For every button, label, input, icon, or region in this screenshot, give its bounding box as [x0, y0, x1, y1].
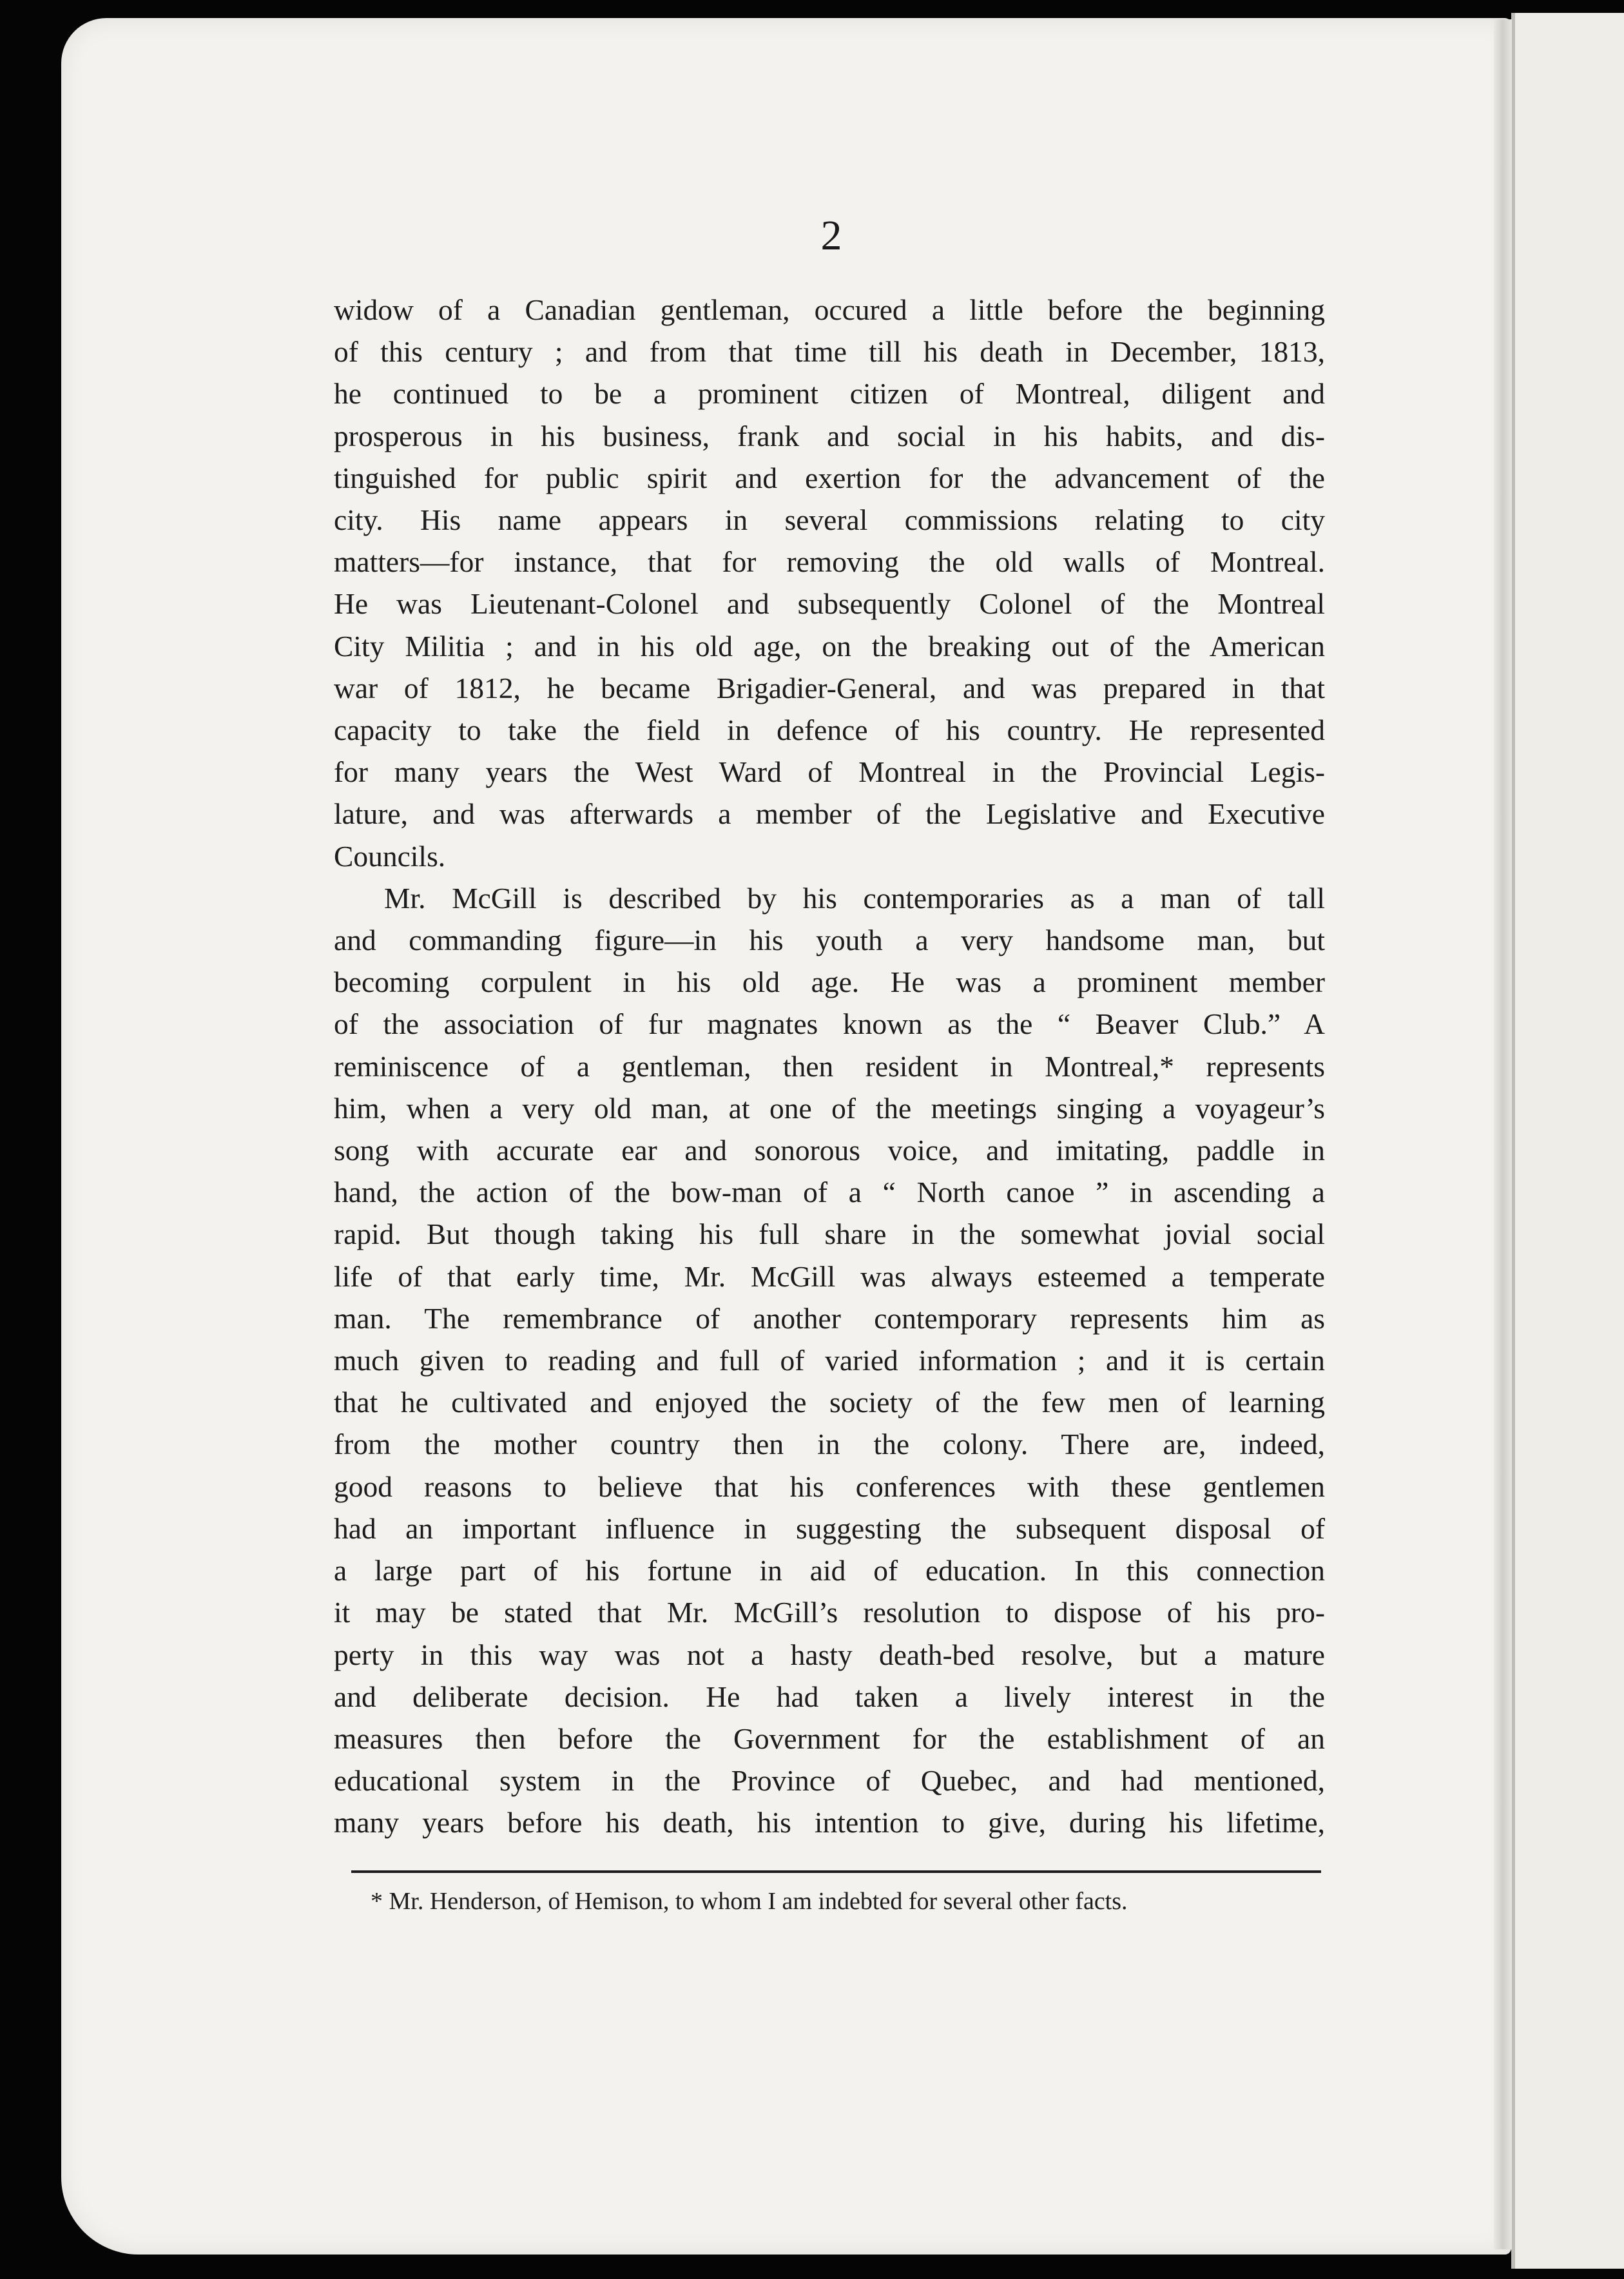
- text-line: war of 1812, he became Brigadier-General, and was prepared in that: [334, 671, 1325, 704]
- text-line: becoming corpulent in his old age. He was a prominent member: [334, 965, 1325, 999]
- text-line: and commanding figure—in his youth a very handsome man, but: [334, 924, 1325, 957]
- text-line: lature, and was afterwards a member of the Legislative and Executive: [334, 797, 1325, 831]
- facing-page-edge: [1511, 13, 1624, 2269]
- text-line: had an important influence in suggesting the subsequent disposal of: [334, 1511, 1325, 1545]
- text-line: many years before his death, his intention to give, during his lifetime,: [334, 1806, 1325, 1839]
- text-line: that he cultivated and enjoyed the society of the few men of learning: [334, 1386, 1325, 1419]
- text-line: tinguished for public spirit and exertion for the advancement of the: [334, 461, 1325, 494]
- text-line: from the mother country then in the colony. There are, indeed,: [334, 1428, 1325, 1461]
- text-line: perty in this way was not a hasty death-bed resolve, but a mature: [334, 1638, 1325, 1671]
- footnote-rule: [351, 1870, 1321, 1873]
- text-line: man. The remembrance of another contemporary represents him as: [334, 1301, 1325, 1335]
- text-line: City Militia ; and in his old age, on the breaking out of the American: [334, 629, 1325, 663]
- page-number: 2: [820, 212, 842, 259]
- text-line: life of that early time, Mr. McGill was always esteemed a temperate: [334, 1259, 1325, 1293]
- text-line: him, when a very old man, at one of the meetings singing a voyageur’s: [334, 1091, 1325, 1125]
- body-text: [334, 289, 1325, 1844]
- text-line: capacity to take the field in defence of his country. He represented: [334, 713, 1325, 747]
- text-line: He was Lieutenant-Colonel and subsequently Colonel of the Montreal: [334, 587, 1325, 621]
- text-line: prosperous in his business, frank and social in his habits, and dis-: [334, 419, 1325, 452]
- page-fold: [1494, 19, 1512, 2249]
- text-line: of the association of fur magnates known as the “ Beaver Club.” A: [334, 1007, 1325, 1041]
- text-line: matters—for instance, that for removing the old walls of Montreal.: [334, 545, 1325, 579]
- text-line: measures then before the Government for the establishment of an: [334, 1721, 1325, 1755]
- text-line: a large part of his fortune in aid of education. In this connection: [334, 1554, 1325, 1587]
- text-line: reminiscence of a gentleman, then resident in Montreal,* represents: [334, 1049, 1325, 1083]
- text-line: Mr. McGill is described by his contemporaries as a man of tall: [384, 881, 1325, 915]
- text-line: hand, the action of the bow-man of a “ North canoe ” in ascending a: [334, 1176, 1325, 1209]
- text-line: song with accurate ear and sonorous voice, and imitating, paddle in: [334, 1134, 1325, 1167]
- text-line: for many years the West Ward of Montreal in the Provincial Legis-: [334, 755, 1325, 789]
- text-line: he continued to be a prominent citizen of Montreal, diligent and: [334, 377, 1325, 411]
- text-line: it may be stated that Mr. McGill’s resolution to dispose of his pro-: [334, 1596, 1325, 1629]
- text-line: rapid. But though taking his full share in the somewhat jovial social: [334, 1217, 1325, 1251]
- text-line: much given to reading and full of varied information ; and it is certain: [334, 1344, 1325, 1377]
- text-line: of this century ; and from that time till his death in December, 1813,: [334, 335, 1325, 369]
- text-line: and deliberate decision. He had taken a lively interest in the: [334, 1680, 1325, 1713]
- text-line: city. His name appears in several commissions relating to city: [334, 503, 1325, 537]
- text-line: Councils.: [334, 839, 446, 873]
- text-line: good reasons to believe that his conferences with these gentlemen: [334, 1469, 1325, 1503]
- footnote: * Mr. Henderson, of Hemison, to whom I am indebted for several other facts.: [371, 1888, 1128, 1915]
- text-line: widow of a Canadian gentleman, occured a little before the beginning: [334, 293, 1325, 326]
- text-line: educational system in the Province of Quebec, and had mentioned,: [334, 1764, 1325, 1798]
